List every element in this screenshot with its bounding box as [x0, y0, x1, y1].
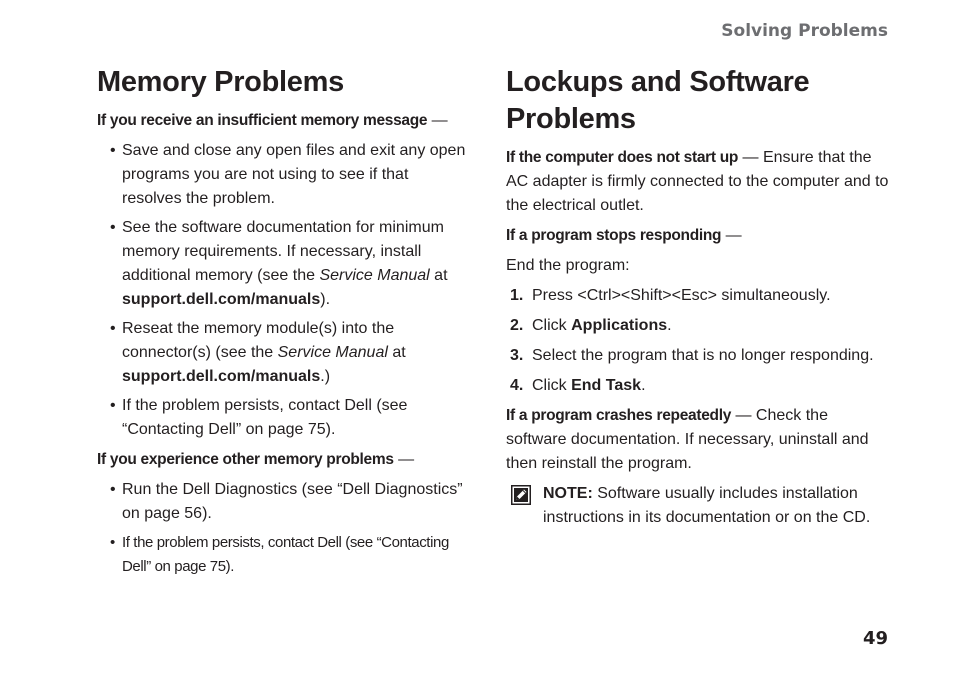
list-item-text: at — [429, 267, 448, 284]
list-item-text: Save and close any open files and exit any open programs you are not using to see if that resolves the problem. — [122, 142, 466, 207]
step-number: 1. — [510, 287, 524, 304]
list-item — [97, 531, 467, 579]
bullet-icon: • — [110, 219, 116, 236]
list-item — [97, 216, 467, 312]
memory-problems-section — [97, 64, 467, 585]
step-text: Select the program that is no longer responding. — [532, 347, 874, 364]
end-program-steps — [506, 284, 891, 398]
bullet-icon: • — [110, 397, 116, 414]
not-start-text: — Ensure that the AC adapter is firmly connected to the computer and to the electrical outlet. — [506, 149, 889, 214]
list-item-text: Run the Dell Diagnostics (see “Dell Diagnostics” on page 56). — [122, 481, 463, 522]
stops-responding-lead-text: If a program stops responding — [506, 227, 722, 244]
step-item — [506, 314, 891, 338]
note-block — [506, 482, 891, 530]
not-start-lead: If the computer does not start up — [506, 149, 739, 166]
other-memory-list — [97, 478, 467, 579]
note-pencil-icon — [511, 485, 531, 513]
step-text: . — [667, 317, 672, 334]
bullet-icon: • — [110, 481, 116, 498]
list-item-text: If the problem persists, contact Dell (see “Contacting Dell” on page 75). — [122, 534, 449, 575]
running-head: Solving Problems — [721, 21, 888, 41]
step-item — [506, 284, 891, 308]
list-item — [97, 394, 467, 442]
bullet-icon: • — [110, 142, 116, 159]
step-text: Press <Ctrl><Shift><Esc> simultaneously. — [532, 287, 831, 304]
list-item-text: Reseat the memory module(s) into the connector(s) (see the — [122, 320, 395, 361]
step-number: 4. — [510, 377, 524, 394]
list-item-text: If the problem persists, contact Dell (see “Contacting Dell” on page 75). — [122, 397, 408, 438]
note-text: Software usually includes installation instructions in its documentation or on the CD. — [543, 485, 871, 526]
other-memory-lead — [97, 448, 467, 472]
step-item — [506, 374, 891, 398]
lockups-section — [506, 64, 891, 530]
step-number: 3. — [510, 347, 524, 364]
page-number: 49 — [862, 628, 888, 649]
list-item — [97, 317, 467, 389]
list-item-text: ). — [320, 291, 331, 308]
end-program-intro: End the program: — [506, 257, 630, 274]
list-item — [97, 139, 467, 211]
other-memory-dash: — — [393, 451, 415, 468]
crashes-lead: If a program crashes repeatedly — [506, 407, 732, 424]
end-task-label: End Task — [571, 377, 642, 394]
list-item — [97, 478, 467, 526]
step-number: 2. — [510, 317, 524, 334]
list-item-text: .) — [320, 368, 331, 385]
support-url: support.dell.com/manuals — [122, 291, 321, 308]
stops-responding-lead — [506, 224, 891, 248]
step-text: Click — [532, 317, 572, 334]
list-item-text: See the software documentation for minimum memory requirements. If necessary, install additional memory (see the — [122, 219, 444, 284]
bullet-icon: • — [110, 534, 115, 551]
applications-label: Applications — [571, 317, 668, 334]
other-memory-lead-text: If you experience other memory problems — [97, 451, 394, 468]
support-url: support.dell.com/manuals — [122, 368, 321, 385]
service-manual-title: Service Manual — [319, 267, 430, 284]
step-text: Click — [532, 377, 572, 394]
lockups-heading: Lockups and Software Problems — [506, 66, 810, 135]
insufficient-memory-lead-text: If you receive an insufficient memory message — [97, 112, 428, 129]
crashes-paragraph — [506, 404, 891, 476]
step-item — [506, 344, 891, 368]
stops-responding-dash: — — [721, 227, 742, 244]
insufficient-memory-list — [97, 139, 467, 442]
insufficient-memory-dash: — — [427, 112, 448, 129]
bullet-icon: • — [110, 320, 116, 337]
not-start-paragraph — [506, 146, 891, 218]
crashes-text: — Check the software documentation. If necessary, uninstall and then reinstall the program. — [506, 407, 869, 472]
memory-problems-heading: Memory Problems — [97, 66, 344, 98]
list-item-text: at — [387, 344, 406, 361]
note-label: NOTE: — [543, 485, 593, 502]
service-manual-title: Service Manual — [277, 344, 388, 361]
insufficient-memory-lead — [97, 109, 467, 133]
step-text: . — [641, 377, 646, 394]
